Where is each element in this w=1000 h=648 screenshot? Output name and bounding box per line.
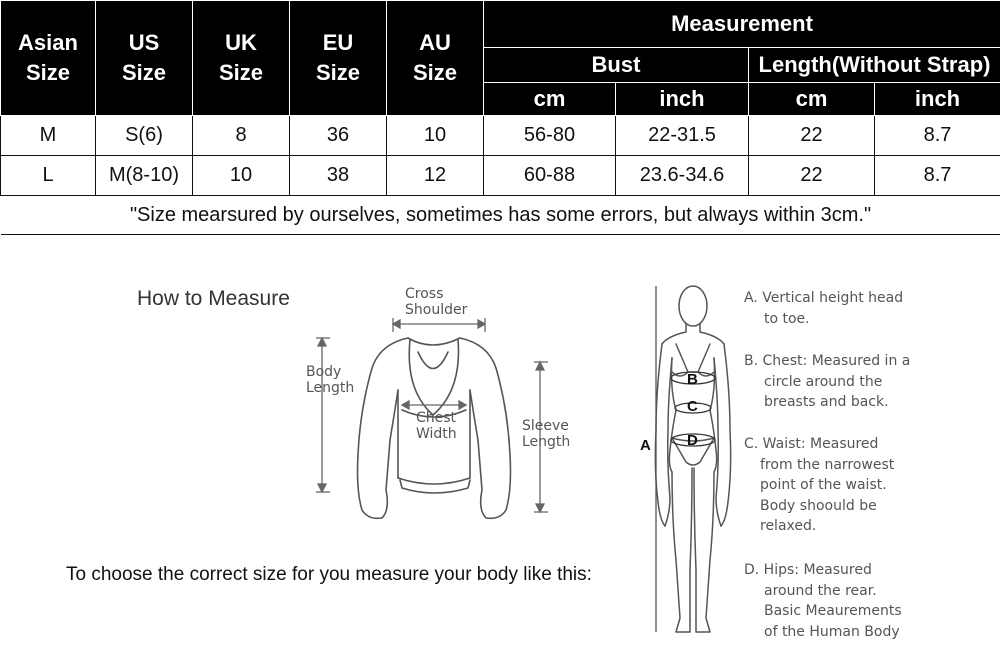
legend-item-d: D. Hips: Measured around the rear. Basic Meaurements of the Human Body (744, 562, 902, 640)
legend-item-c: C. Waist: Measured from the narrowest point of the waist. Body shoould be relaxed. (744, 436, 895, 534)
table-cell: 10 (387, 116, 484, 156)
table-cell: 8 (193, 116, 290, 156)
header-bust-inch: inch (616, 83, 749, 116)
sleeve-length-label: Length (522, 434, 571, 450)
chest-width-label: Chest (416, 410, 457, 426)
table-cell: M (1, 116, 96, 156)
header-measurement: Measurement (484, 1, 1000, 48)
table-cell: 36 (290, 116, 387, 156)
table-cell: 8.7 (875, 116, 1000, 156)
table-cell: L (1, 156, 96, 196)
header-bust: Bust (484, 48, 749, 83)
table-cell: 8.7 (875, 156, 1000, 196)
marker-b: B (687, 371, 698, 388)
table-cell: M(8-10) (96, 156, 193, 196)
marker-d: D (687, 432, 698, 449)
table-cell: 10 (193, 156, 290, 196)
table-row (1, 156, 1000, 196)
marker-c: C (687, 398, 698, 415)
table-cell: 22-31.5 (616, 116, 749, 156)
sleeve-length-label: Sleeve (522, 418, 569, 434)
legend-item-a: A. Vertical height head to toe. (744, 290, 904, 327)
header-uk-size: UK Size (193, 1, 290, 116)
header-asian-size: Asian Size (1, 1, 96, 116)
table-row (1, 116, 1000, 156)
header-length-inch: inch (875, 83, 1000, 116)
table-cell: 12 (387, 156, 484, 196)
header-us-size: US Size (96, 1, 193, 116)
cross-shoulder-label: Shoulder (405, 302, 468, 318)
body-length-label: Body (306, 364, 342, 380)
table-cell: 22 (749, 116, 875, 156)
table-cell: 22 (749, 156, 875, 196)
human-body-icon (655, 286, 730, 632)
header-bust-cm: cm (484, 83, 616, 116)
chest-width-arrow (402, 401, 466, 409)
chest-width-label: Width (416, 426, 457, 442)
legend-item-b: B. Chest: Measured in a circle around the breasts and back. (744, 353, 911, 410)
cross-shoulder-arrow (393, 318, 485, 332)
table-cell: S(6) (96, 116, 193, 156)
header-au-size: AU Size (387, 1, 484, 116)
body-length-label: Length (306, 380, 355, 396)
size-note: "Size mearsured by ourselves, sometimes has some errors, but always within 3cm." (1, 196, 1000, 235)
header-eu-size: EU Size (290, 1, 387, 116)
measure-instruction: To choose the correct size for you measure your body like this: (66, 564, 592, 585)
marker-a: A (640, 437, 651, 454)
table-cell: 23.6-34.6 (616, 156, 749, 196)
header-length-cm: cm (749, 83, 875, 116)
cross-shoulder-label: Cross (405, 286, 444, 302)
table-cell: 60-88 (484, 156, 616, 196)
table-cell: 56-80 (484, 116, 616, 156)
header-length: Length(Without Strap) (749, 48, 1000, 83)
table-cell: 38 (290, 156, 387, 196)
size-chart-table (0, 0, 1000, 235)
body-length-arrow (316, 338, 330, 492)
how-to-measure-title: How to Measure (137, 287, 290, 310)
